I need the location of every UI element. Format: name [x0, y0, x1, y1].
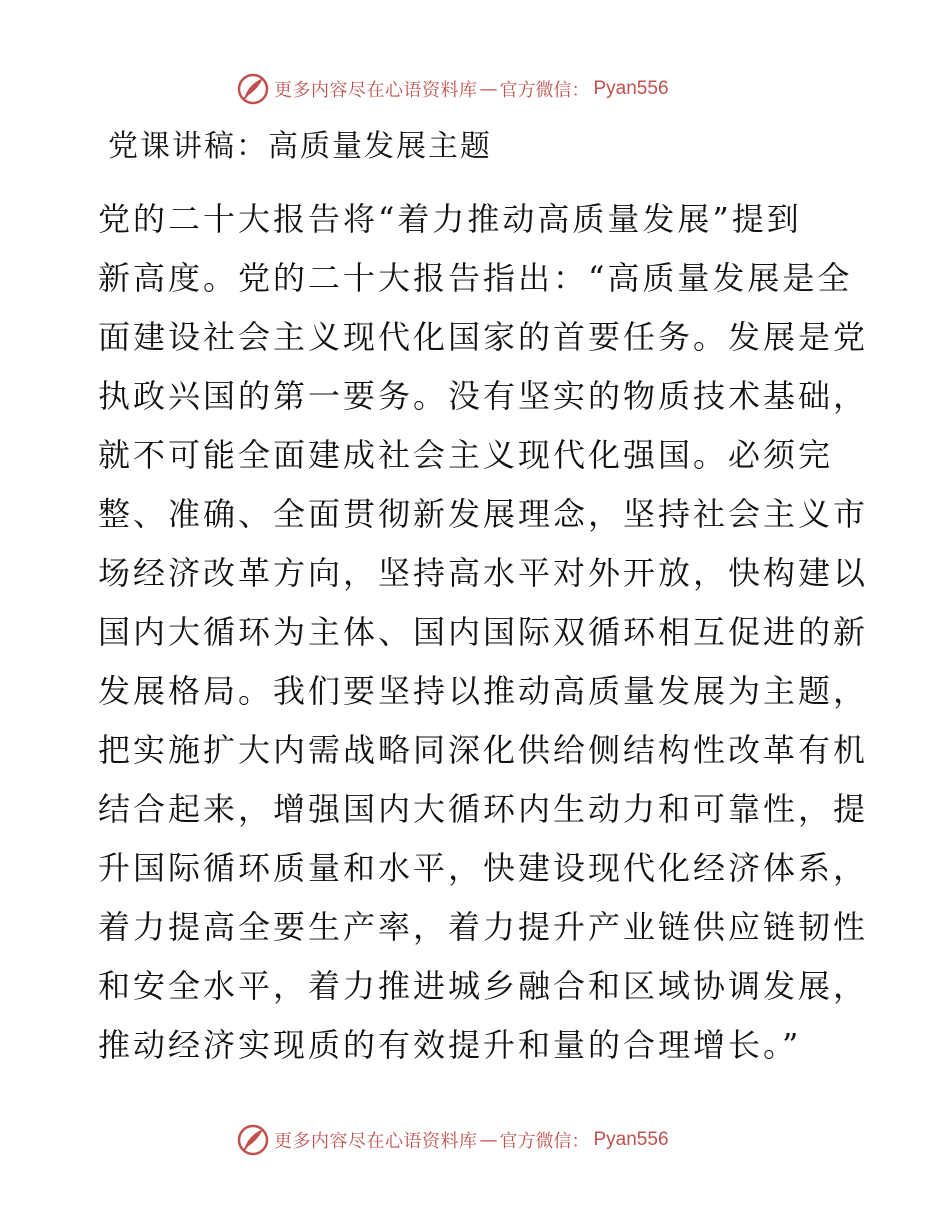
body-line: 升国际循环质量和水平，快建设现代化经济体系，: [98, 849, 869, 887]
body-line: 推动经济实现质的有效提升和量的合理增长。”: [98, 1026, 802, 1064]
body-line: 着力提高全要生产率，着力提升产业链供应链韧性: [98, 908, 869, 946]
watermark-contact-label: 官方微信：: [499, 1131, 590, 1152]
watermark-contact-id: Pyan556: [593, 78, 669, 99]
body-line: 和安全水平，着力推进城乡融合和区域协调发展，: [98, 967, 869, 1005]
body-line: 面建设社会主义现代化国家的首要任务。发展是党: [98, 318, 869, 356]
body-line: 结合起来，增强国内大循环内生动力和可靠性，提: [98, 790, 869, 828]
body-line: 新高度。党的二十大报告指出：“高质量发展是全: [98, 259, 853, 297]
body-line: 国内大循环为主体、国内国际双循环相互促进的新: [98, 613, 869, 651]
body-line: 执政兴国的第一要务。没有坚实的物质技术基础，: [98, 377, 869, 415]
body-line: 就不可能全面建成社会主义现代化强国。必须完: [98, 436, 834, 474]
body-line: 整、准确、全面贯彻新发展理念，坚持社会主义市: [98, 495, 869, 533]
quill-logo-icon: [236, 1123, 270, 1157]
watermark-separator: —: [479, 1129, 498, 1151]
body-line: 场经济改革方向，坚持高水平对外开放，快构建以: [98, 554, 869, 592]
watermark-contact-label: 官方微信：: [499, 80, 590, 101]
body-line: 发展格局。我们要坚持以推动高质量发展为主题，: [98, 672, 869, 710]
body-line: 党的二十大报告将“着力推动高质量发展”提到: [98, 200, 802, 238]
watermark-contact-id: Pyan556: [593, 1129, 669, 1150]
quill-logo-icon: [236, 72, 270, 106]
watermark-brand-text: 更多内容尽在心语资料库: [274, 80, 478, 101]
document-title: 党课讲稿：高质量发展主题: [108, 129, 492, 164]
watermark-separator: —: [479, 78, 498, 100]
watermark-brand-text: 更多内容尽在心语资料库: [274, 1131, 478, 1152]
footer-watermark: [236, 1123, 669, 1157]
body-line: 把实施扩大内需战略同深化供给侧结构性改革有机: [98, 731, 869, 769]
header-watermark: [236, 72, 669, 106]
